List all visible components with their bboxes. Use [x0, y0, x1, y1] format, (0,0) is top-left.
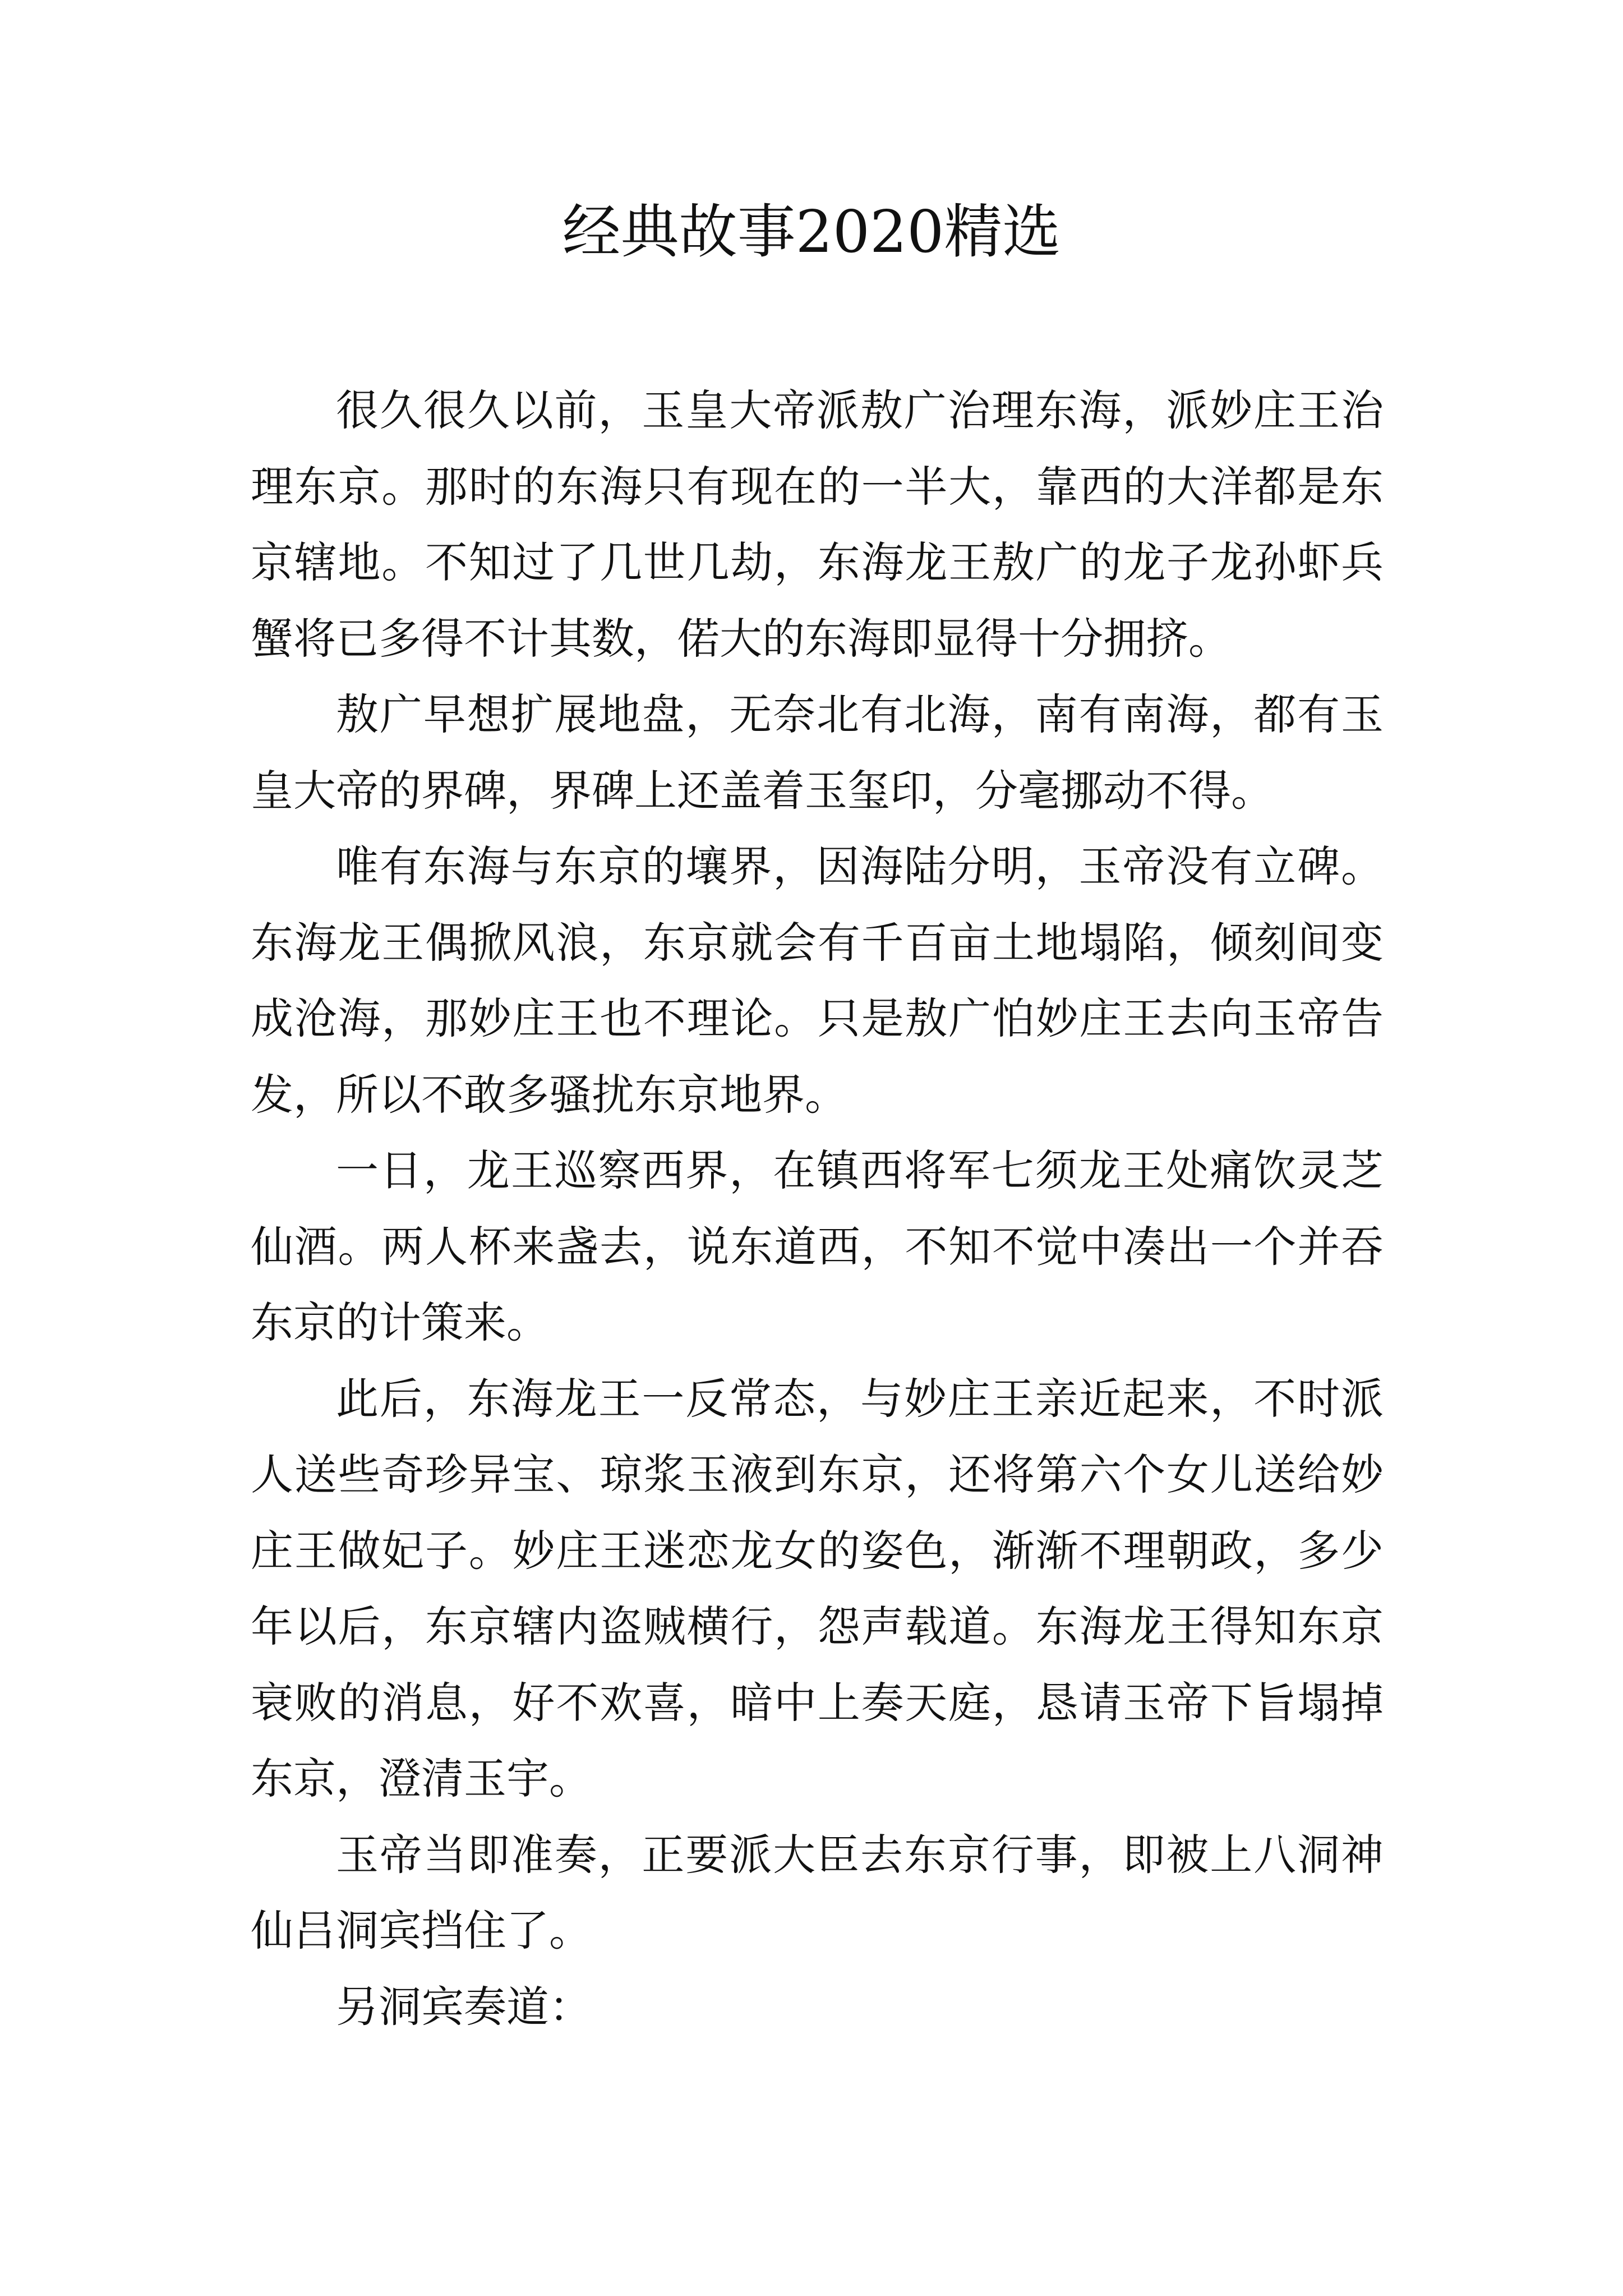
paragraph: 敖广早想扩展地盘，无奈北有北海，南有南海，都有玉皇大帝的界碑，界碑上还盖着玉玺印，分毫挪动不得。: [251, 689, 1384, 816]
paragraph: 此后，东海龙王一反常态，与妙庄王亲近起来，不时派人送些奇珍异宝、琼浆玉液到东京，还将第六个女儿送给妙庄王做妃子。妙庄王迷恋龙女的姿色，渐渐不理朝政，多少年以后，东京辖内盗贼横行，怨声载道。东海龙王得知东京衰败的消息，好不欢喜，暗中上奏天庭，恳请玉帝下旨塌掉东京，澄清玉宇。: [251, 1373, 1384, 1803]
paragraph: 一日，龙王巡察西界，在镇西将军七须龙王处痛饮灵芝仙酒。两人杯来盏去，说东道西，不知不觉中凑出一个并吞东京的计策来。: [251, 1145, 1384, 1347]
paragraph: 另洞宾奏道：: [336, 1981, 592, 2032]
paragraph: 唯有东海与东京的壤界，因海陆分明，玉帝没有立碑。东海龙王偶掀风浪，东京就会有千百亩土地塌陷，倾刻间变成沧海，那妙庄王也不理论。只是敖广怕妙庄王去向玉帝告发，所以不敢多骚扰东京地界。: [251, 841, 1384, 1120]
paragraph: 玉帝当即准奏，正要派大臣去东京行事，即被上八洞神仙吕洞宾挡住了。: [251, 1829, 1384, 1955]
paragraph: 很久很久以前，玉皇大帝派敖广治理东海，派妙庄王治理东京。那时的东海只有现在的一半大，靠西的大洋都是东京辖地。不知过了几世几劫，东海龙王敖广的龙子龙孙虾兵蟹将已多得不计其数，偌大的东海即显得十分拥挤。: [251, 385, 1384, 664]
document-body: [251, 372, 1384, 2045]
document-title: 经典故事2020精选: [562, 197, 1061, 266]
